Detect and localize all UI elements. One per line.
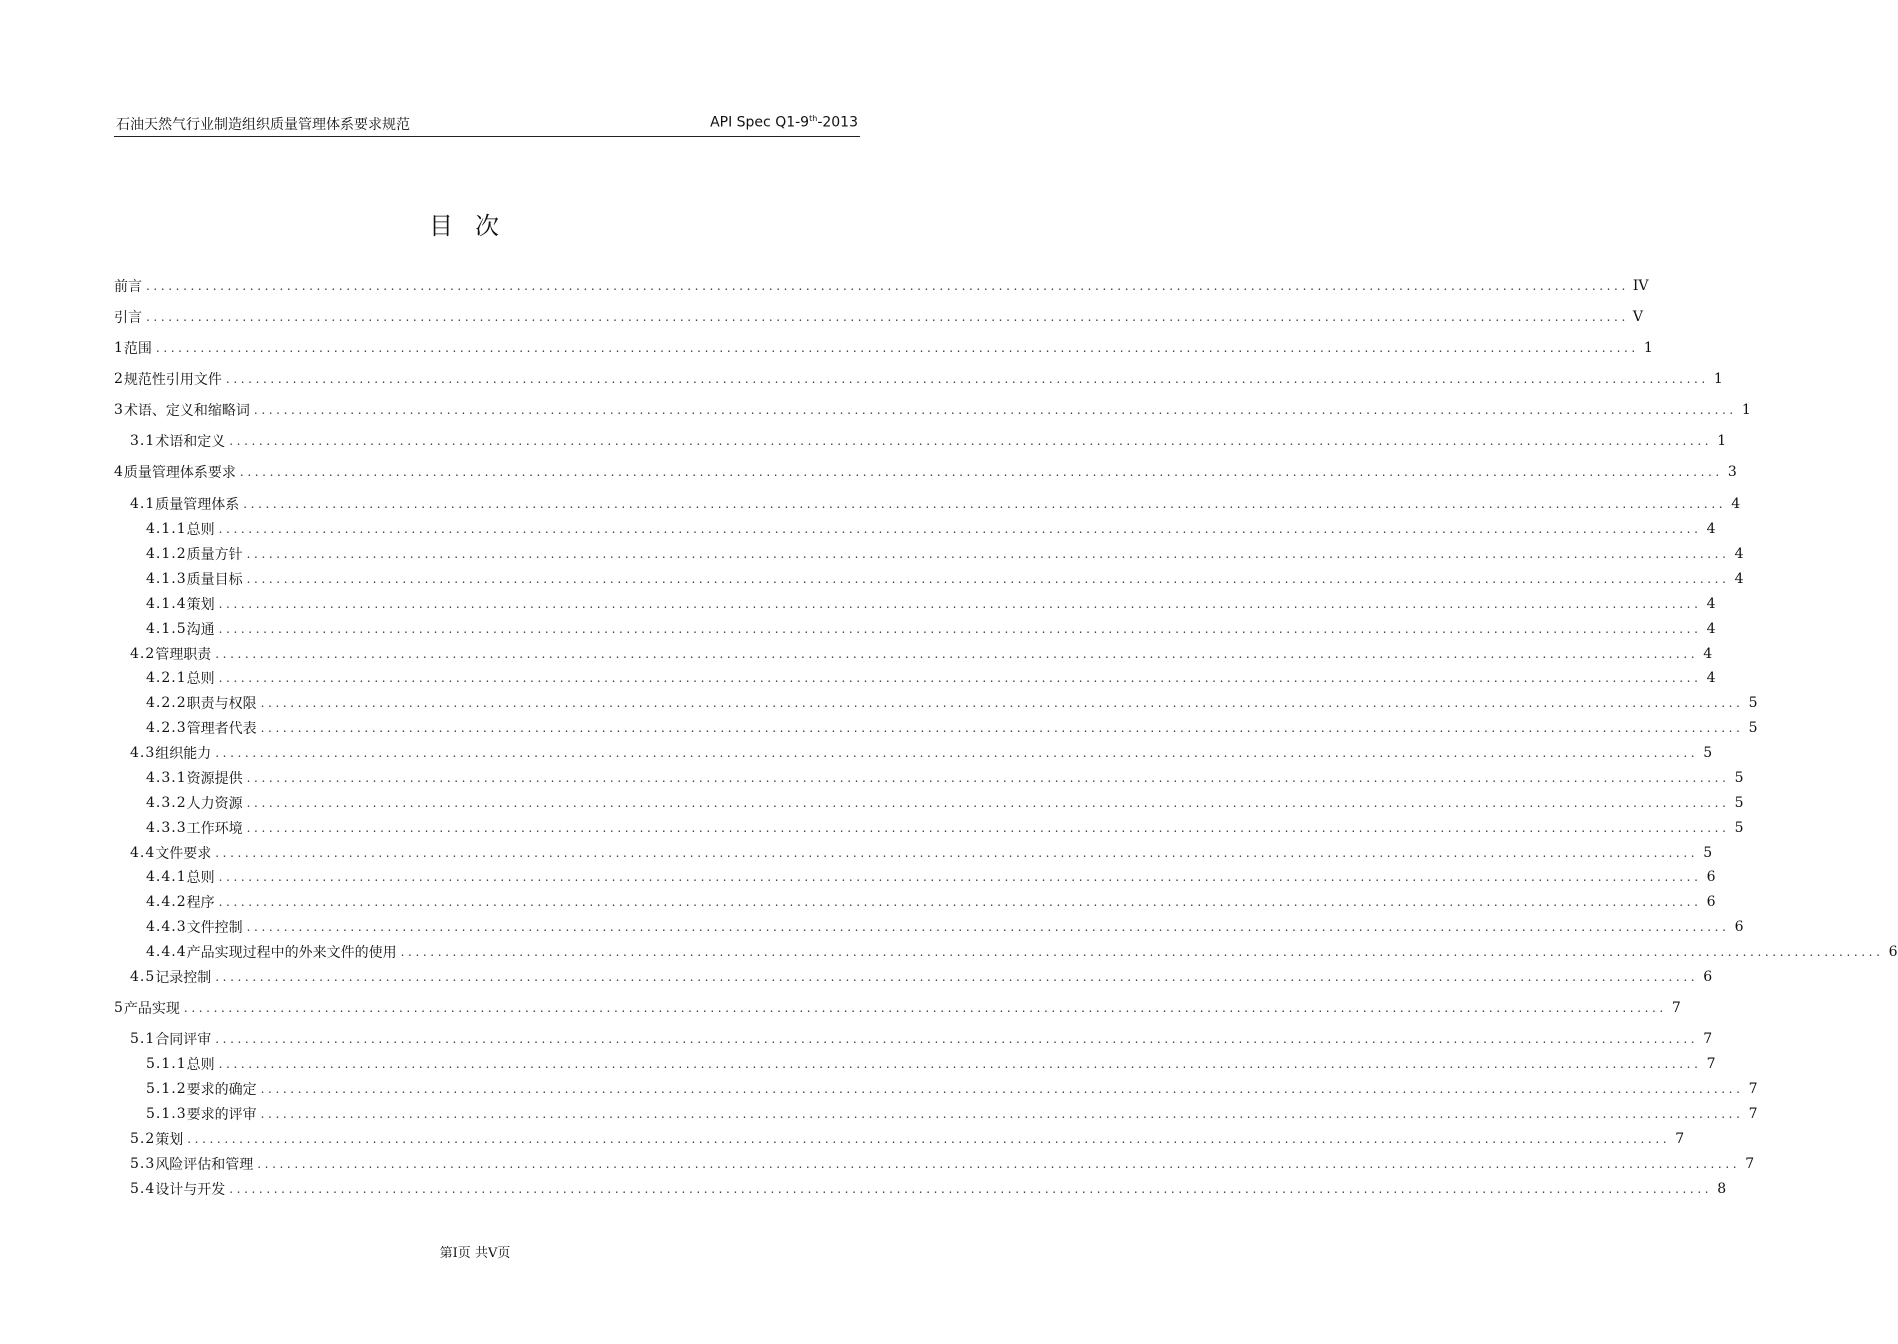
toc-entry-label: 总则 [186, 870, 215, 886]
toc-leader-dots: ........................................................................................................................................................................................................ [218, 597, 1702, 611]
toc-entry-page: 5 [1703, 745, 1713, 761]
toc-entry-number: 3 [114, 402, 124, 418]
toc-entry[interactable] [114, 1104, 1758, 1124]
toc-leader-dots: ........................................................................................................................................................................................................ [218, 1057, 1702, 1071]
toc-entry[interactable] [114, 843, 1713, 863]
toc-entry-label: 职责与权限 [186, 696, 257, 712]
toc-entry-page: 7 [1748, 1081, 1758, 1097]
toc-leader-dots: ........................................................................................................................................................................................................ [253, 403, 1737, 417]
toc-leader-dots: ........................................................................................................................................................................................................ [218, 622, 1702, 636]
toc-leader-dots: ........................................................................................................................................................................................................ [218, 671, 1702, 685]
toc-entry-number: 5.1.3 [146, 1106, 187, 1122]
toc-entry[interactable] [114, 519, 1716, 539]
toc-entry-number: 4.4 [130, 845, 156, 861]
toc-entry-number: 5.1.1 [146, 1056, 187, 1072]
toc-entry-page: 5 [1734, 795, 1744, 811]
toc-entry[interactable] [114, 718, 1758, 738]
toc-entry-label: 产品实现 [123, 1001, 180, 1017]
toc-entry-label: 质量管理体系 [155, 497, 240, 513]
toc-entry[interactable] [114, 462, 1737, 482]
toc-entry-label: 总则 [186, 522, 215, 538]
toc-entry-label: 沟通 [186, 622, 215, 638]
toc-entry-number: 5.4 [130, 1181, 156, 1197]
toc-entry-number: 4.3 [130, 745, 156, 761]
toc-leader-dots: ........................................................................................................................................................................................................ [218, 522, 1702, 536]
toc-entry-page: 6 [1706, 869, 1716, 885]
toc-entry[interactable] [114, 276, 1649, 296]
toc-entry-number: 4.1 [130, 496, 156, 512]
toc-entry-label: 资源提供 [186, 771, 243, 787]
toc-entry-page: 4 [1706, 670, 1716, 686]
toc-leader-dots: ........................................................................................................................................................................................................ [243, 497, 1727, 511]
toc-leader-dots: ........................................................................................................................................................................................................ [246, 572, 1730, 586]
toc-entry-number: 4.1.4 [146, 596, 187, 612]
toc-entry-number: 4.2.2 [146, 695, 187, 711]
header-code-sup: th [809, 114, 818, 123]
toc-entry-number: 5 [114, 1000, 124, 1016]
toc-entry-label: 质量方针 [186, 547, 243, 563]
toc-leader-dots: ........................................................................................................................................................................................................ [260, 1107, 1744, 1121]
toc-entry-page: 5 [1734, 770, 1744, 786]
toc-entry-page: 5 [1734, 820, 1744, 836]
toc-entry-label: 程序 [186, 895, 215, 911]
toc-entry-label: 记录控制 [155, 970, 212, 986]
toc-entry-number: 4.3.1 [146, 770, 187, 786]
toc-entry-page: 7 [1706, 1056, 1716, 1072]
toc-entry[interactable] [114, 917, 1744, 937]
toc-entry-page: 4 [1706, 521, 1716, 537]
toc-leader-dots: ........................................................................................................................................................................................................ [260, 1082, 1744, 1096]
toc-entry-number: 4.2 [130, 646, 156, 662]
toc-entry-label: 产品实现过程中的外来文件的使用 [186, 945, 397, 961]
toc-entry[interactable] [114, 619, 1716, 639]
toc-leader-dots: ........................................................................................................................................................................................................ [215, 1032, 1699, 1046]
toc-entry-page: V [1632, 309, 1644, 325]
toc-entry-number: 4.2.1 [146, 670, 187, 686]
toc-entry-page: 6 [1734, 919, 1744, 935]
toc-leader-dots: ........................................................................................................................................................................................................ [400, 945, 1884, 959]
toc-entry-page: 5 [1703, 845, 1713, 861]
toc-entry-number: 5.3 [130, 1156, 156, 1172]
toc-entry-label: 范围 [123, 341, 152, 357]
toc-entry-page: 7 [1745, 1156, 1755, 1172]
toc-entry-label: 总则 [186, 1057, 215, 1073]
toc-entry-page: 4 [1734, 571, 1744, 587]
toc-entry[interactable] [114, 544, 1744, 564]
toc-entry-label: 管理者代表 [186, 721, 257, 737]
toc-entry-number: 4.3.2 [146, 795, 187, 811]
toc-entry-number: 4.4.2 [146, 894, 187, 910]
toc-entry[interactable] [114, 369, 1723, 389]
toc-entry[interactable] [114, 1129, 1685, 1149]
toc-leader-dots: ........................................................................................................................................................................................................ [260, 721, 1744, 735]
toc-leader-dots: ........................................................................................................................................................................................................ [246, 796, 1730, 810]
toc-leader-dots: ........................................................................................................................................................................................................ [239, 465, 1723, 479]
toc-entry-page: 7 [1671, 1000, 1681, 1016]
page-header [114, 114, 860, 137]
toc-entry-page: 6 [1703, 969, 1713, 985]
toc-entry[interactable] [114, 1054, 1716, 1074]
toc-entry-number: 5.1.2 [146, 1081, 187, 1097]
toc-entry-label: 策划 [155, 1132, 184, 1148]
toc-entry-page: 4 [1703, 646, 1713, 662]
toc-entry-page: 7 [1703, 1031, 1713, 1047]
toc-entry-label: 质量管理体系要求 [123, 465, 236, 481]
toc-entry[interactable] [114, 494, 1741, 514]
toc-entry[interactable] [114, 668, 1716, 688]
toc-leader-dots: ........................................................................................................................................................................................................ [246, 771, 1730, 785]
toc-entry[interactable] [114, 693, 1758, 713]
toc-leader-dots: ........................................................................................................................................................................................................ [146, 310, 1629, 324]
toc-leader-dots: ........................................................................................................................................................................................................ [218, 870, 1702, 884]
toc-entry[interactable] [114, 892, 1716, 912]
toc-entry-label: 质量目标 [186, 572, 243, 588]
page-title: 目次 [429, 212, 521, 240]
toc-entry-label: 人力资源 [186, 796, 243, 812]
toc-entry-page: 5 [1748, 695, 1758, 711]
toc-leader-dots: ........................................................................................................................................................................................................ [229, 434, 1713, 448]
toc-entry-number: 5.1 [130, 1031, 156, 1047]
toc-entry-page: 1 [1741, 402, 1751, 418]
toc-entry-page: 7 [1675, 1131, 1685, 1147]
toc-entry-page: 4 [1706, 621, 1716, 637]
toc-leader-dots: ........................................................................................................................................................................................................ [146, 279, 1629, 293]
toc-leader-dots: ........................................................................................................................................................................................................ [257, 1157, 1741, 1171]
toc-entry[interactable] [114, 569, 1744, 589]
toc-entry-label: 文件要求 [155, 846, 212, 862]
toc-entry-page: 1 [1717, 433, 1727, 449]
toc-entry-page: 7 [1748, 1106, 1758, 1122]
toc-entry-label: 术语和定义 [155, 434, 226, 450]
toc-entry-label: 风险评估和管理 [155, 1157, 254, 1173]
header-code-main: API Spec Q1-9 [710, 114, 810, 131]
toc-entry-number: 4.5 [130, 969, 156, 985]
toc-entry-page: 5 [1748, 720, 1758, 736]
toc-entry-label: 合同评审 [155, 1032, 212, 1048]
page-footer: 第I页 共V页 [439, 1246, 511, 1261]
toc-entry-label: 文件控制 [186, 920, 243, 936]
toc-entry-number: 4.4.4 [146, 944, 187, 960]
toc-entry[interactable] [114, 743, 1713, 763]
toc-entry-label: 工作环境 [186, 821, 243, 837]
toc-entry-page: 1 [1713, 371, 1723, 387]
toc-entry-label: 引言 [114, 310, 142, 326]
toc-entry-page: 4 [1734, 546, 1744, 562]
toc-entry[interactable] [114, 1079, 1758, 1099]
toc-leader-dots: ........................................................................................................................................................................................................ [155, 341, 1639, 355]
toc-entry-page: 4 [1731, 496, 1741, 512]
toc-leader-dots: ........................................................................................................................................................................................................ [215, 746, 1699, 760]
toc-leader-dots: ........................................................................................................................................................................................................ [229, 1182, 1713, 1196]
toc-entry-label: 要求的确定 [186, 1082, 257, 1098]
toc-entry[interactable] [114, 594, 1716, 614]
header-code-year: -2013 [817, 114, 858, 131]
toc-leader-dots: ........................................................................................................................................................................................................ [187, 1132, 1671, 1146]
header-standard-code [710, 114, 858, 131]
toc-entry-label: 规范性引用文件 [123, 372, 222, 388]
toc-entry[interactable] [114, 768, 1744, 788]
toc-entry-page: 6 [1888, 944, 1898, 960]
toc-entry-number: 4.1.1 [146, 521, 187, 537]
toc-entry[interactable] [114, 942, 1898, 962]
toc-entry-number: 3.1 [130, 433, 156, 449]
toc-leader-dots: ........................................................................................................................................................................................................ [246, 547, 1730, 561]
toc-entry[interactable] [114, 644, 1713, 664]
toc-entry[interactable] [114, 867, 1716, 887]
toc-entry[interactable] [114, 998, 1681, 1018]
toc-entry-number: 4.2.3 [146, 720, 187, 736]
toc-entry[interactable] [114, 307, 1644, 327]
toc-entry-page: IV [1632, 278, 1649, 294]
toc-entry-page: 4 [1706, 596, 1716, 612]
toc-entry-label: 前言 [114, 279, 142, 295]
toc-entry-number: 5.2 [130, 1131, 156, 1147]
toc-entry-label: 总则 [186, 671, 215, 687]
toc-leader-dots: ........................................................................................................................................................................................................ [183, 1001, 1667, 1015]
toc-entry-number: 4.4.1 [146, 869, 187, 885]
toc-entry[interactable] [114, 400, 1751, 420]
toc-entry-number: 4.4.3 [146, 919, 187, 935]
toc-entry[interactable] [114, 1154, 1755, 1174]
toc-entry-number: 4.1.5 [146, 621, 187, 637]
toc-leader-dots: ........................................................................................................................................................................................................ [215, 647, 1699, 661]
toc-entry[interactable] [114, 967, 1713, 987]
toc-entry[interactable] [114, 338, 1653, 358]
toc-entry-label: 设计与开发 [155, 1182, 226, 1198]
toc-entry-page: 6 [1706, 894, 1716, 910]
toc-entry[interactable] [114, 431, 1727, 451]
toc-entry[interactable] [114, 818, 1744, 838]
toc-entry-page: 8 [1717, 1181, 1727, 1197]
toc-entry-number: 4.3.3 [146, 820, 187, 836]
toc-entry-label: 策划 [186, 597, 215, 613]
toc-entry-label: 管理职责 [155, 647, 212, 663]
toc-leader-dots: ........................................................................................................................................................................................................ [246, 821, 1730, 835]
toc-entry[interactable] [114, 1179, 1727, 1199]
toc-entry[interactable] [114, 1029, 1713, 1049]
toc-entry-number: 4 [114, 464, 124, 480]
toc-leader-dots: ........................................................................................................................................................................................................ [246, 920, 1730, 934]
toc-entry-number: 1 [114, 340, 124, 356]
toc-entry-number: 4.1.3 [146, 571, 187, 587]
toc-leader-dots: ........................................................................................................................................................................................................ [225, 372, 1709, 386]
toc-leader-dots: ........................................................................................................................................................................................................ [215, 970, 1699, 984]
header-document-title: 石油天然气行业制造组织质量管理体系要求规范 [116, 117, 410, 133]
toc-entry-number: 2 [114, 371, 124, 387]
toc-leader-dots: ........................................................................................................................................................................................................ [260, 696, 1744, 710]
toc-entry-label: 组织能力 [155, 746, 212, 762]
toc-entry[interactable] [114, 793, 1744, 813]
toc-leader-dots: ........................................................................................................................................................................................................ [218, 895, 1702, 909]
toc-entry-label: 要求的评审 [186, 1107, 257, 1123]
toc-leader-dots: ........................................................................................................................................................................................................ [215, 846, 1699, 860]
toc-entry-label: 术语、定义和缩略词 [123, 403, 250, 419]
toc-entry-page: 3 [1727, 464, 1737, 480]
toc-entry-number: 4.1.2 [146, 546, 187, 562]
toc-entry-page: 1 [1643, 340, 1653, 356]
